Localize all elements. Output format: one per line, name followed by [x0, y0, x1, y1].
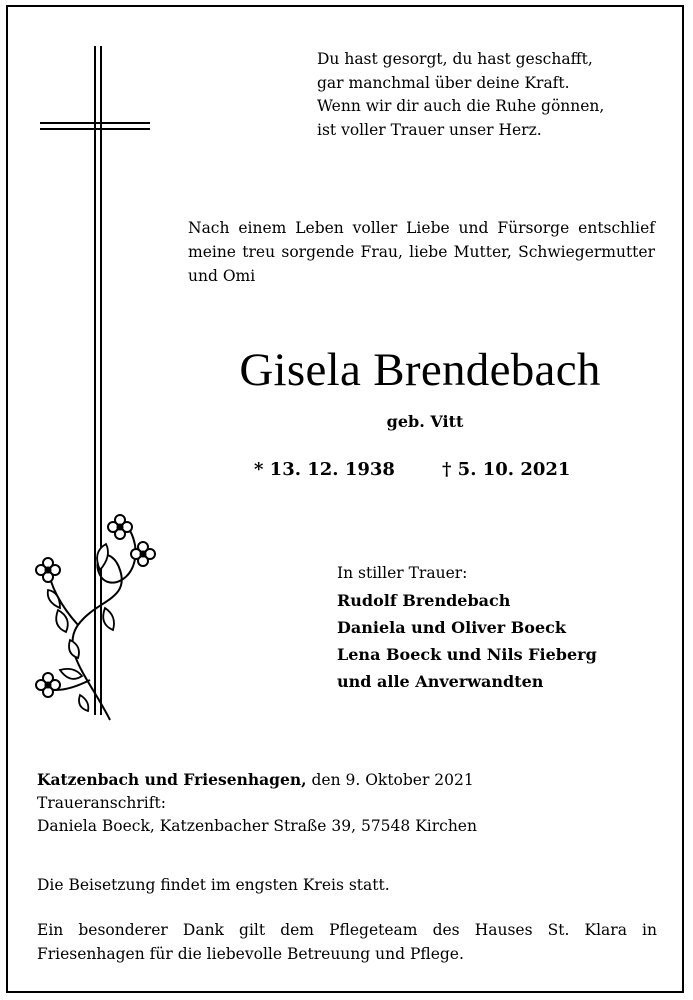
poem: [317, 48, 667, 142]
death-date: † 5. 10. 2021: [442, 459, 571, 480]
poem-line: Wenn wir dir auch die Ruhe gönnen,: [317, 97, 605, 115]
address-label: Traueranschrift:: [37, 794, 166, 812]
cross-with-flowers-icon: [30, 40, 170, 730]
footer-address: [37, 768, 657, 838]
date: den 9. Oktober 2021: [311, 771, 474, 789]
mourners-label: In stiller Trauer:: [337, 564, 468, 582]
place-date-line: [37, 768, 657, 792]
birth-date: * 13. 12. 1938: [254, 459, 395, 480]
mourner-name: Rudolf Brendebach: [337, 591, 511, 610]
intro-text: Nach einem Leben voller Liebe und Fürsorge entschlief meine treu sorgende Frau, liebe Mutter, Schwiegermutter und Omi: [188, 219, 655, 285]
maiden-name: geb. Vitt: [386, 412, 464, 431]
mourners-block: [337, 560, 667, 695]
poem-line: gar manchmal über deine Kraft.: [317, 73, 570, 92]
poem-line: ist voller Trauer unser Herz.: [317, 120, 542, 139]
mourner-name: Lena Boeck und Nils Fieberg: [337, 645, 597, 664]
mourner-name: Daniela und Oliver Boeck: [337, 618, 566, 637]
poem-line: Du hast gesorgt, du hast geschafft,: [317, 50, 593, 68]
place: Katzenbach und Friesenhagen,: [37, 770, 307, 789]
mourner-name: und alle Anverwandten: [337, 672, 544, 691]
deceased-name: Gisela Brendebach: [239, 344, 601, 396]
burial-note: Die Beisetzung findet im engsten Kreis statt.: [37, 876, 390, 894]
thanks-note: Ein besonderer Dank gilt dem Pflegeteam des Hauses St. Klara in Friesenhagen für die liebevolle Betreuung und Pflege.: [37, 921, 657, 963]
address: Daniela Boeck, Katzenbacher Straße 39, 57548 Kirchen: [37, 817, 477, 835]
